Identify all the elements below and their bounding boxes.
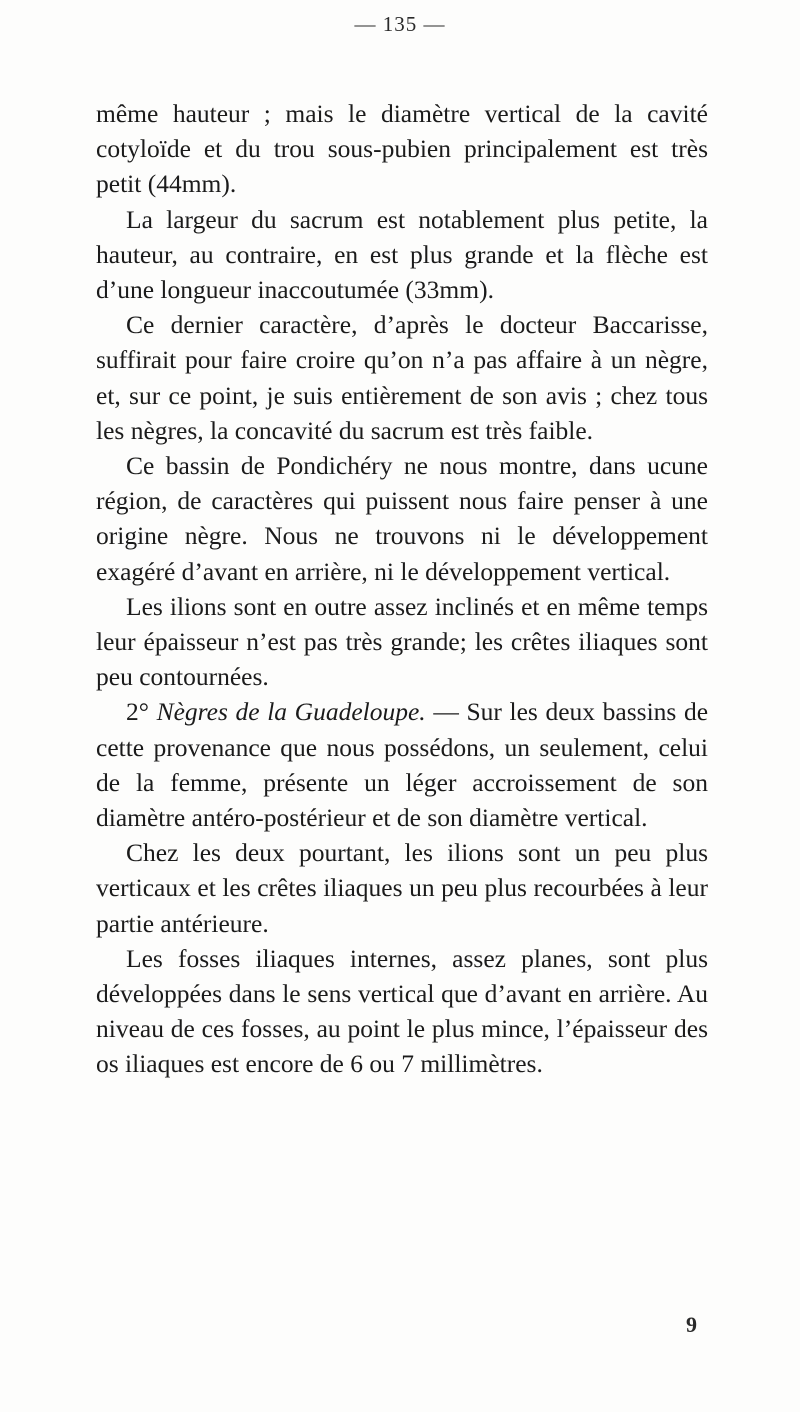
paragraph-guadeloupe [96,694,708,835]
paragraph-continuation: même hauteur ; mais le diamètre vertical de la cavité cotyloïde et du trou sous-pubien principalement est très petit (44mm). [96,99,708,199]
paragraph-pondichery: Ce bassin de Pondichéry ne nous montre, dans ucune région, de caractères qui puissent nous faire penser à une origine nègre. Nous ne trouvons ni le développement exagéré d’avant en arrière, ni le développement vertical. [96,451,708,586]
paragraph-verticaux: Chez les deux pourtant, les ilions sont un peu plus verticaux et les crêtes iliaques un peu plus recourbées à leur partie antérieure. [96,838,708,938]
page-number: — 135 — [354,12,446,36]
section-text: — Sur les deux bassins de cette provenance que nous possédons, un seulement, celui de la femme, présente un léger accroissement de son diamètre antéro-postérieur et de son diamètre vertical. [96,697,709,833]
paragraph-baccarisse: Ce dernier caractère, d’après le docteur Baccarisse, suffirait pour faire croire qu’on n’a pas affaire à un nègre, et, sur ce point, je suis entièrement de son avis ; chez tous les nègres, la concavité du sacrum est très faible. [96,310,708,445]
section-number: 2° [126,697,149,727]
section-title: Nègres de la Guadeloupe. [156,697,426,727]
paragraph-fosses: Les fosses iliaques internes, assez planes, sont plus développées dans le sens vertical que d’avant en arrière. Au niveau de ces fosses, au point le plus mince, l’épaisseur des os iliaques est encore de 6 ou 7 millimètres. [96,943,708,1079]
paragraph-ilions: Les ilions sont en outre assez inclinés et en même temps leur épaisseur n’est pas très grande; les crêtes iliaques sont peu contournées. [96,591,708,692]
body-text [96,96,708,1082]
paragraph-sacrum: La largeur du sacrum est notablement plus petite, la hauteur, au contraire, en est plus grande et la flèche est d’une longueur inaccoutumée (33mm). [96,204,708,305]
signature-mark: 9 [686,1312,697,1337]
